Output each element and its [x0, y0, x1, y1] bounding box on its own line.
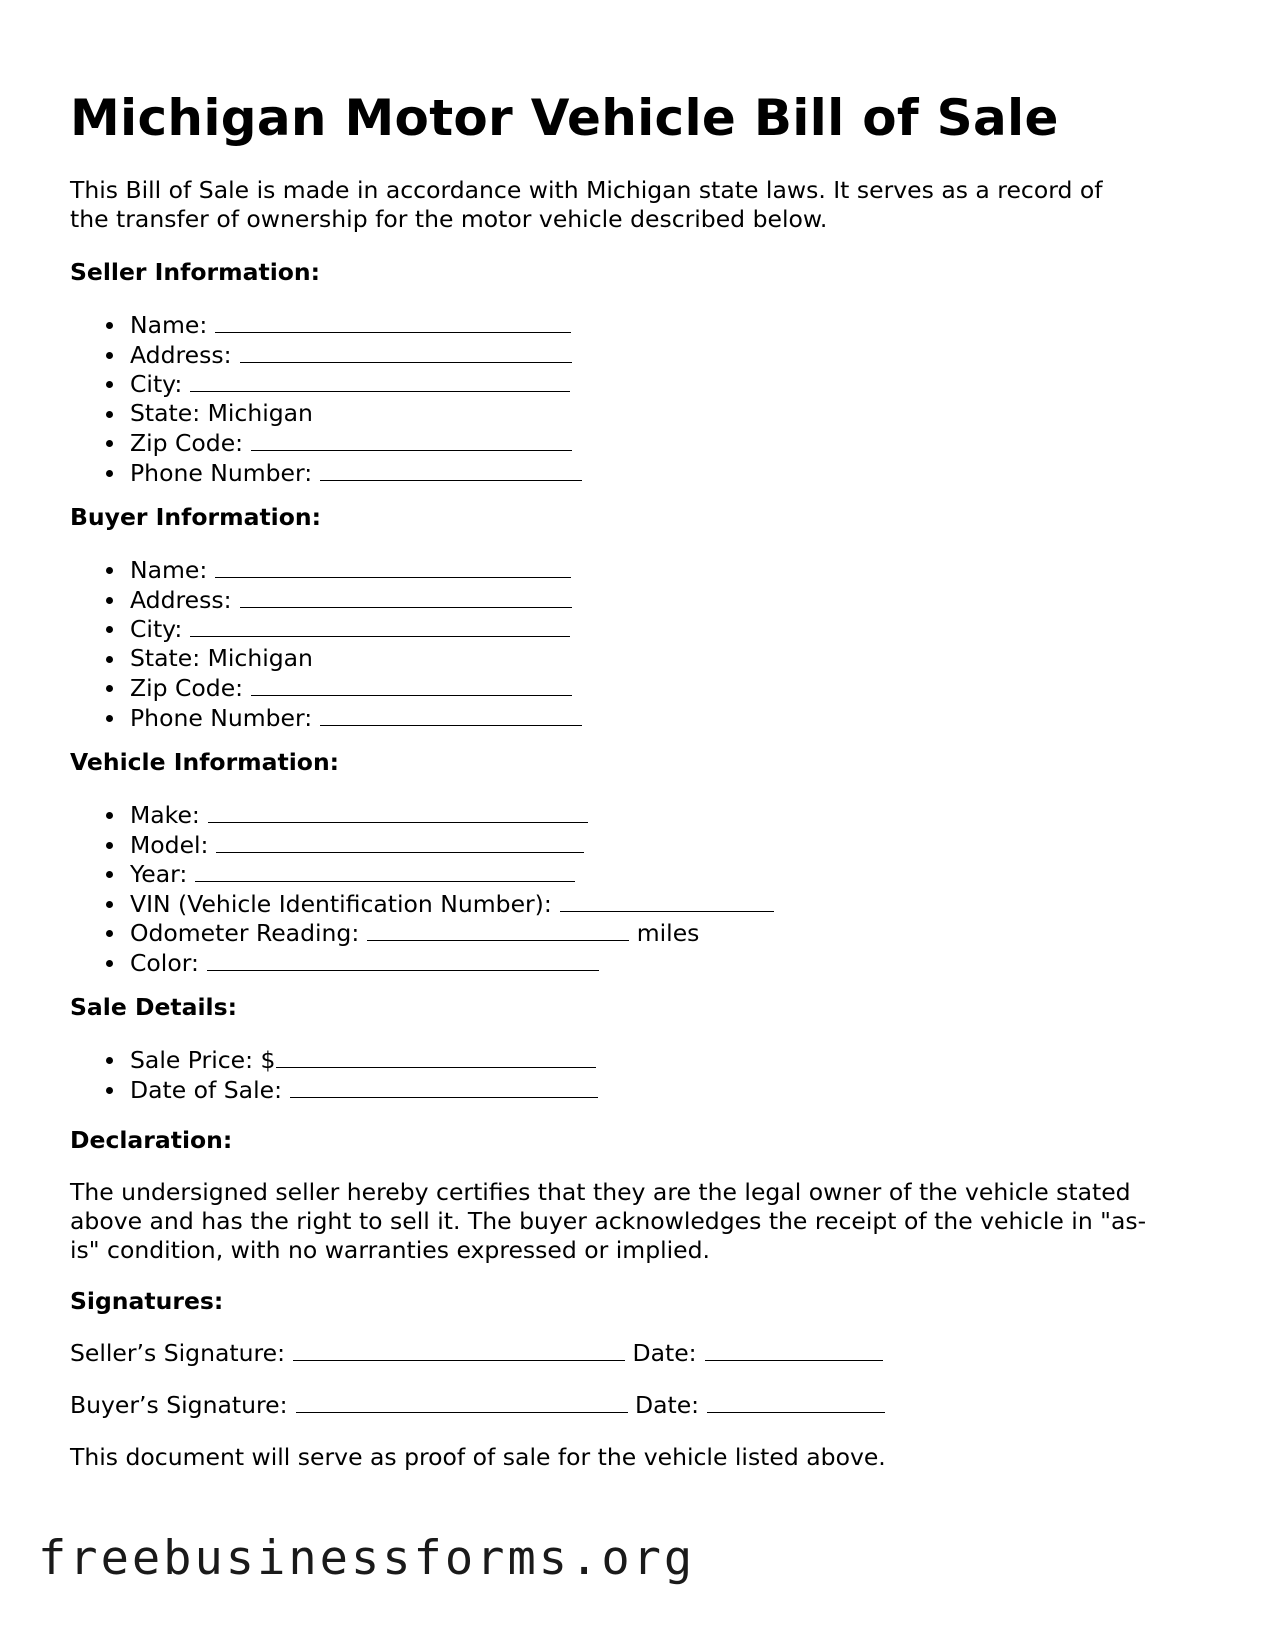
buyer-signature-row	[70, 1390, 885, 1420]
document-title: Michigan Motor Vehicle Bill of Sale	[70, 89, 1059, 147]
seller-name-label: Name:	[130, 311, 208, 339]
seller-zip-field[interactable]	[251, 428, 572, 451]
vehicle-model-field[interactable]	[216, 830, 584, 853]
list-item	[70, 918, 774, 948]
vehicle-make-field[interactable]	[208, 800, 588, 823]
seller-address-label: Address:	[130, 340, 232, 369]
vehicle-year-label: Year:	[130, 860, 188, 888]
seller-zip-label: Zip Code:	[130, 429, 244, 457]
sale-date-label: Date of Sale:	[130, 1075, 282, 1104]
list-item	[70, 830, 774, 860]
intro-line-1: This Bill of Sale is made in accordance with Michigan state laws. It serves as a record of	[70, 176, 1103, 204]
buyer-zip-field[interactable]	[251, 673, 572, 696]
seller-signature-field[interactable]	[293, 1338, 625, 1361]
buyer-name-label: Name:	[130, 556, 208, 584]
sale-date-field[interactable]	[290, 1075, 598, 1098]
vehicle-vin-label: VIN (Vehicle Identification Number):	[130, 889, 552, 918]
list-item	[70, 703, 582, 733]
buyer-phone-field[interactable]	[320, 703, 582, 726]
watermark: freebusinessforms.org	[38, 1531, 696, 1586]
odometer-unit: miles	[636, 919, 700, 947]
list-item	[70, 399, 582, 429]
seller-phone-label: Phone Number:	[130, 458, 313, 487]
buyer-signature-label: Buyer’s Signature:	[70, 1391, 288, 1419]
vehicle-heading: Vehicle Information:	[70, 748, 340, 776]
seller-address-field[interactable]	[240, 340, 572, 363]
buyer-zip-label: Zip Code:	[130, 674, 244, 702]
list-item	[70, 1045, 598, 1075]
buyer-date-field[interactable]	[707, 1390, 885, 1413]
vehicle-color-field[interactable]	[207, 948, 599, 971]
vehicle-odometer-label: Odometer Reading:	[130, 919, 360, 947]
list-item	[70, 1075, 598, 1105]
list-item	[70, 585, 582, 615]
buyer-city-label: City:	[130, 615, 183, 643]
list-item	[70, 673, 582, 703]
vehicle-make-label: Make:	[130, 801, 200, 829]
list-item	[70, 340, 582, 370]
declaration-line-3: is" condition, with no warranties expressed or implied.	[70, 1236, 711, 1264]
sale-price-label: Sale Price: $	[130, 1046, 276, 1074]
list-item	[70, 948, 774, 978]
list-item	[70, 458, 582, 488]
sale-fields	[70, 1045, 598, 1104]
list-item	[70, 614, 582, 644]
list-item	[70, 644, 582, 674]
list-item	[70, 555, 582, 585]
seller-date-label: Date:	[632, 1339, 697, 1367]
list-item	[70, 859, 774, 889]
declaration-line-1: The undersigned seller hereby certifies that they are the legal owner of the vehicle stated	[70, 1178, 1131, 1206]
list-item	[70, 310, 582, 340]
buyer-heading: Buyer Information:	[70, 503, 322, 531]
buyer-signature-field[interactable]	[296, 1390, 628, 1413]
buyer-city-field[interactable]	[190, 614, 570, 637]
list-item	[70, 428, 582, 458]
buyer-date-label: Date:	[635, 1391, 700, 1419]
buyer-state-label: State: Michigan	[130, 643, 313, 672]
closing-statement: This document will serve as proof of sale for the vehicle listed above.	[70, 1443, 886, 1471]
seller-phone-field[interactable]	[320, 458, 582, 481]
declaration-heading: Declaration:	[70, 1126, 233, 1154]
vehicle-odometer-field[interactable]	[367, 918, 629, 941]
vehicle-year-field[interactable]	[195, 859, 575, 882]
vehicle-color-label: Color:	[130, 948, 199, 977]
sale-price-field[interactable]	[276, 1045, 596, 1068]
seller-date-field[interactable]	[705, 1338, 883, 1361]
list-item	[70, 800, 774, 830]
sale-heading: Sale Details:	[70, 993, 237, 1021]
vehicle-model-label: Model:	[130, 830, 209, 859]
list-item	[70, 369, 582, 399]
seller-signature-label: Seller’s Signature:	[70, 1339, 286, 1367]
seller-fields	[70, 310, 582, 487]
buyer-address-label: Address:	[130, 585, 232, 614]
seller-state-label: State: Michigan	[130, 398, 313, 427]
buyer-name-field[interactable]	[215, 555, 571, 578]
buyer-fields	[70, 555, 582, 732]
seller-city-field[interactable]	[190, 369, 570, 392]
signatures-heading: Signatures:	[70, 1287, 224, 1315]
vehicle-vin-field[interactable]	[560, 889, 774, 912]
seller-heading: Seller Information:	[70, 258, 321, 286]
seller-signature-row	[70, 1338, 883, 1368]
seller-city-label: City:	[130, 370, 183, 398]
seller-name-field[interactable]	[215, 310, 571, 333]
buyer-phone-label: Phone Number:	[130, 703, 313, 732]
vehicle-fields	[70, 800, 774, 977]
declaration-line-2: above and has the right to sell it. The buyer acknowledges the receipt of the vehicle in "as-	[70, 1207, 1147, 1235]
list-item	[70, 889, 774, 919]
buyer-address-field[interactable]	[240, 585, 572, 608]
intro-line-2: the transfer of ownership for the motor vehicle described below.	[70, 205, 828, 233]
